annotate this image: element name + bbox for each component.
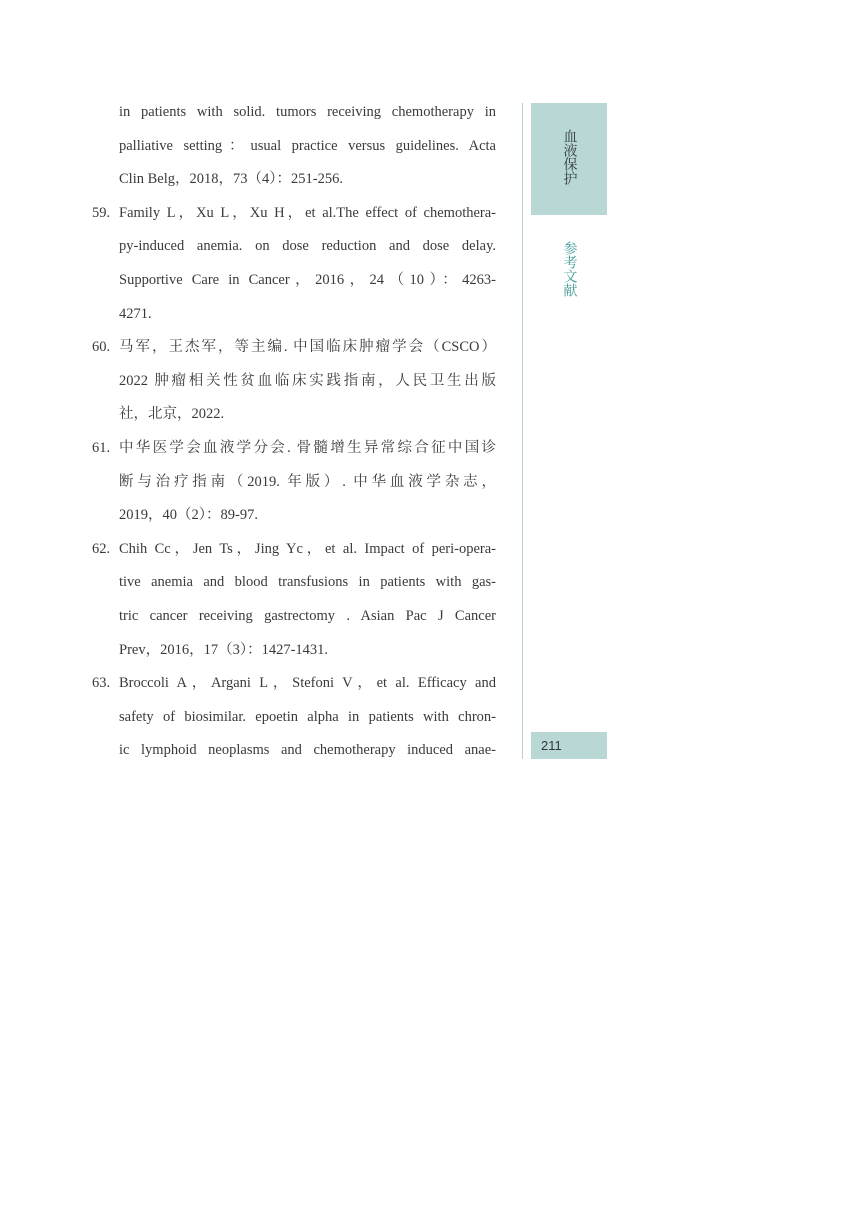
reference-line: 2022 肿瘤相关性贫血临床实践指南，人民卫生出版	[119, 372, 496, 389]
reference-line: tive anemia and blood transfusions in patients with gas-	[119, 574, 496, 591]
reference-number: 62.	[92, 540, 111, 557]
reference-entry	[92, 197, 496, 331]
reference-line: 社，北京，2022.	[119, 406, 225, 423]
reference-text	[119, 331, 496, 432]
reference-number: 63.	[92, 675, 111, 692]
reference-entry	[92, 533, 496, 667]
reference-number: 61.	[92, 439, 111, 456]
page-number: 211	[541, 738, 562, 753]
reference-line: palliative setting：usual practice versus guidelines. Acta	[119, 137, 496, 154]
reference-line: Supportive Care in Cancer，2016，24（10）：4263-	[119, 271, 496, 288]
reference-entry	[92, 96, 496, 197]
reference-line: Family L，Xu L，Xu H，et al.The effect of chemothera-	[119, 204, 496, 221]
reference-line: py-induced anemia. on dose reduction and dose delay.	[119, 238, 496, 255]
reference-list	[92, 96, 496, 768]
reference-line: Broccoli A，Argani L，Stefoni V，et al. Efficacy and	[119, 675, 496, 692]
reference-line: Clin Belg，2018，73（4）：251-256.	[119, 171, 343, 188]
reference-line: 中华医学会血液学分会. 骨髓增生异常综合征中国诊	[119, 439, 496, 456]
reference-line: 断与治疗指南（2019. 年版）. 中华血液学杂志，	[119, 473, 496, 490]
margin-divider	[522, 103, 523, 759]
reference-number: 59.	[92, 204, 111, 221]
reference-text	[119, 533, 496, 667]
reference-entry	[92, 667, 496, 768]
reference-line: tric cancer receiving gastrectomy . Asian Pac J Cancer	[119, 607, 496, 624]
page-number-box	[531, 732, 607, 759]
section-label	[531, 241, 607, 297]
reference-text	[119, 667, 496, 768]
reference-line: 2019，40（2）：89-97.	[119, 507, 258, 524]
reference-line: in patients with solid. tumors receiving chemotherapy in	[119, 104, 496, 120]
reference-entry	[92, 432, 496, 533]
section-label-text: 参考文献	[561, 241, 578, 297]
reference-line: ic lymphoid neoplasms and chemotherapy induced anae-	[119, 742, 496, 759]
reference-number: 60.	[92, 339, 111, 356]
reference-line: Prev，2016，17（3）：1427-1431.	[119, 641, 329, 658]
reference-text	[119, 197, 496, 331]
reference-line: 4271.	[119, 305, 152, 322]
reference-text	[119, 96, 496, 197]
chapter-tab	[531, 103, 607, 215]
reference-line: 马军，王杰军，等主编. 中国临床肿瘤学会（CSCO）	[119, 339, 496, 356]
reference-entry	[92, 331, 496, 432]
reference-line: Chih Cc，Jen Ts，Jing Yc，et al. Impact of peri-opera-	[119, 540, 496, 557]
reference-text	[119, 432, 496, 533]
chapter-tab-text: 血液保护	[561, 129, 578, 185]
chapter-tab-label	[531, 129, 607, 185]
reference-line: safety of biosimilar. epoetin alpha in patients with chron-	[119, 708, 496, 725]
